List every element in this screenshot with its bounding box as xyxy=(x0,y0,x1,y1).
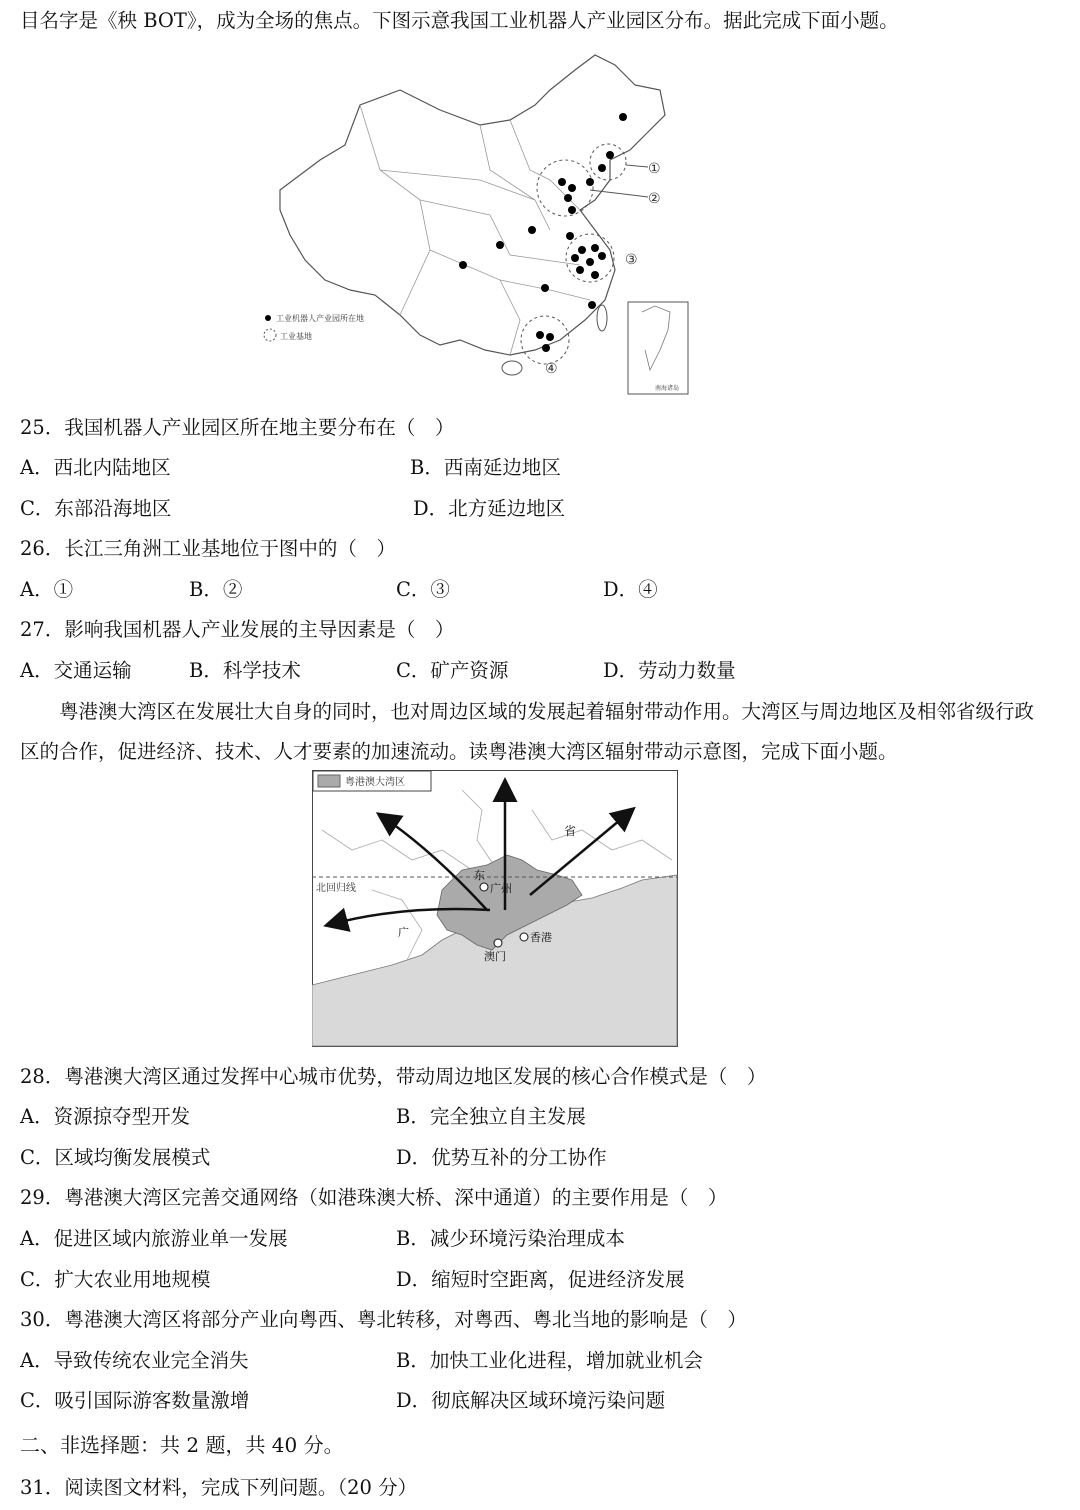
q25-option-a[interactable]: A．西北内陆地区 xyxy=(20,456,171,479)
q30-stem: 30．粤港澳大湾区将部分产业向粤西、粤北转移，对粤西、粤北当地的影响是（ ） xyxy=(20,1308,747,1331)
tropic-label: 北回归线 xyxy=(316,883,356,894)
char-dong: 东 xyxy=(474,869,485,882)
q30-option-a[interactable]: A．导致传统农业完全消失 xyxy=(20,1349,249,1372)
greater-bay-area-map xyxy=(312,770,678,1047)
q26-option-a[interactable]: A．① xyxy=(20,578,74,601)
q29-option-c[interactable]: C．扩大农业用地规模 xyxy=(20,1268,211,1291)
q27-option-d[interactable]: D．劳动力数量 xyxy=(603,659,736,682)
q26-option-c[interactable]: C．③ xyxy=(396,578,450,601)
q25-option-b[interactable]: B．西南延边地区 xyxy=(410,456,561,479)
intro-text: 目名字是《秧 BOT》，成为全场的焦点。下图示意我国工业机器人产业园区分布。据此完成下面小题。 xyxy=(20,9,899,32)
q26-option-b[interactable]: B．② xyxy=(189,578,243,601)
city-macau: 澳门 xyxy=(484,950,506,963)
q25-option-d[interactable]: D．北方延边地区 xyxy=(413,497,566,520)
city-hongkong: 香港 xyxy=(530,931,552,944)
city-guangzhou: 广州 xyxy=(490,882,512,895)
china-outline xyxy=(280,55,665,355)
q26-stem: 26．长江三角洲工业基地位于图中的（ ） xyxy=(20,537,396,560)
legend-base: 工业基地 xyxy=(280,332,312,341)
q30-option-d[interactable]: D．彻底解决区域环境污染问题 xyxy=(396,1389,666,1412)
char-sheng: 省 xyxy=(564,824,577,838)
q27-stem: 27．影响我国机器人产业发展的主导因素是（ ） xyxy=(20,618,455,641)
char-guang: 广 xyxy=(398,926,409,939)
q25-option-c[interactable]: C．东部沿海地区 xyxy=(20,497,172,520)
label-1: ① xyxy=(648,161,661,177)
label-2: ② xyxy=(648,191,661,207)
q28-option-a[interactable]: A．资源掠夺型开发 xyxy=(20,1105,191,1128)
q29-stem: 29．粤港澳大湾区完善交通网络（如港珠澳大桥、深中通道）的主要作用是（ ） xyxy=(20,1186,728,1209)
legend-park: 工业机器人产业园所在地 xyxy=(276,314,364,323)
q30-option-c[interactable]: C．吸引国际游客数量激增 xyxy=(20,1389,250,1412)
q26-option-d[interactable]: D．④ xyxy=(603,578,658,601)
inset-label: 南海诸岛 xyxy=(655,385,680,392)
q28-option-b[interactable]: B．完全独立自主发展 xyxy=(396,1105,586,1128)
china-robot-park-map xyxy=(250,50,695,395)
q29-option-d[interactable]: D．缩短时空距离，促进经济发展 xyxy=(396,1268,685,1291)
q30-option-b[interactable]: B．加快工业化进程，增加就业机会 xyxy=(396,1349,703,1372)
q27-option-a[interactable]: A．交通运输 xyxy=(20,659,132,682)
label-4: ④ xyxy=(545,361,558,377)
q25-stem: 25．我国机器人产业园区所在地主要分布在（ ） xyxy=(20,416,455,439)
q29-option-a[interactable]: A．促进区域内旅游业单一发展 xyxy=(20,1227,288,1250)
q27-option-b[interactable]: B．科学技术 xyxy=(189,659,301,682)
material-paragraph: 粤港澳大湾区在发展壮大自身的同时，也对周边区域的发展起着辐射带动作用。大湾区与周边地区及相邻省级行政区的合作，促进经济、技术、人才要素的加速流动。读粤港澳大湾区辐射带动示意图，完成下面小题。 xyxy=(20,700,1035,763)
legend-bay-area: 粤港澳大湾区 xyxy=(345,777,405,788)
q28-option-c[interactable]: C．区域均衡发展模式 xyxy=(20,1146,211,1169)
section-heading: 二、非选择题：共 2 题，共 40 分。 xyxy=(20,1433,344,1457)
q28-option-d[interactable]: D．优势互补的分工协作 xyxy=(396,1146,607,1169)
q31-stem: 31．阅读图文材料，完成下列问题。（20 分） xyxy=(20,1476,418,1499)
south-china-sea-inset xyxy=(628,302,688,394)
q29-option-b[interactable]: B．减少环境污染治理成本 xyxy=(396,1227,625,1250)
label-3: ③ xyxy=(625,252,638,268)
q28-stem: 28．粤港澳大湾区通过发挥中心城市优势，带动周边地区发展的核心合作模式是（ ） xyxy=(20,1065,767,1088)
q27-option-c[interactable]: C．矿产资源 xyxy=(396,659,509,682)
